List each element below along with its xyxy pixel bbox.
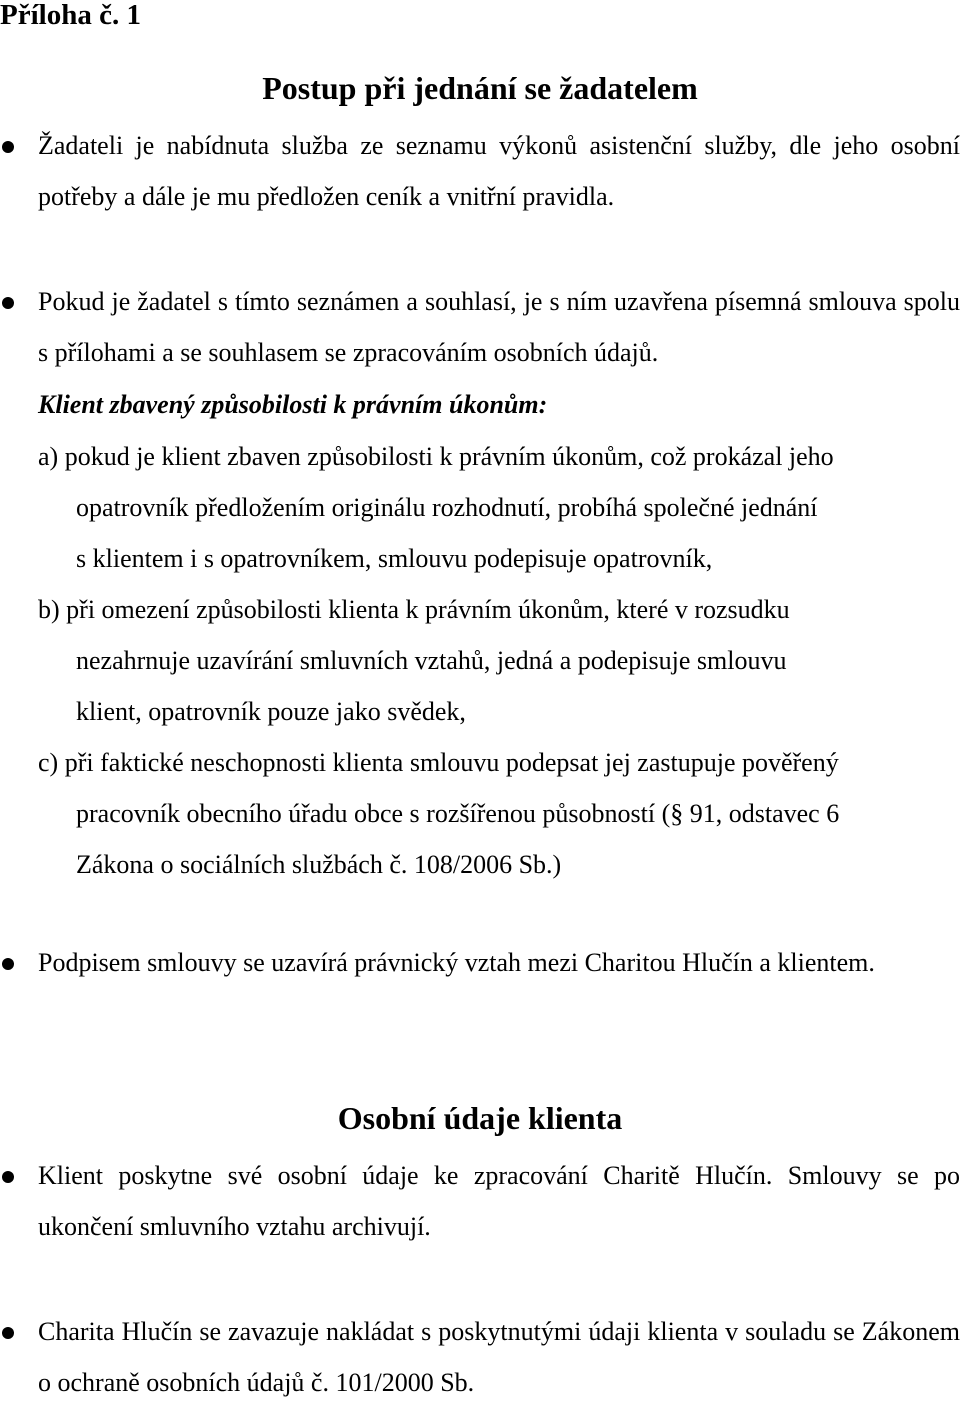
procedure-bullet-contract: Pokud je žadatel s tímto seznámen a souhlasí, je s ním uzavřena písemná smlouva spolu s přílohami a se souhlasem se zpracováním osobních údajů. — [38, 287, 960, 367]
bullet-icon — [2, 297, 14, 309]
incapacity-item-a-line3: s klientem i s opatrovníkem, smlouvu podepisuje opatrovník, — [76, 544, 713, 573]
procedure-bullet-signature: Podpisem smlouvy se uzavírá právnický vztah mezi Charitou Hlučín a klientem. — [38, 948, 875, 977]
incapacity-item-b-line2: nezahrnuje uzavírání smluvních vztahů, jedná a podepisuje smlouvu — [76, 646, 787, 675]
incapacity-item-c-line3: Zákona o sociálních službách č. 108/2006 Sb.) — [76, 850, 562, 879]
procedure-bullet-offer: Žadateli je nabídnuta služba ze seznamu výkonů asistenční služby, dle jeho osobní potřeby a dále je mu předložen ceník a vnitřní pravidla. — [38, 131, 960, 211]
bullet-icon — [2, 141, 14, 153]
section-heading-procedure: Postup při jednání se žadatelem — [262, 70, 698, 106]
incapacity-item-b-line3: klient, opatrovník pouze jako svědek, — [76, 697, 466, 726]
incapacity-item-a-line2: opatrovník předložením originálu rozhodnutí, probíhá společné jednání — [76, 493, 818, 522]
annex-label: Příloha č. 1 — [0, 0, 141, 31]
incapacity-item-a-line1: a) pokud je klient zbaven způsobilosti k právním úkonům, což prokázal jeho — [38, 442, 834, 471]
personal-data-bullet-processing: Klient poskytne své osobní údaje ke zpracování Charitě Hlučín. Smlouvy se po ukončení smluvního vztahu archivují. — [38, 1161, 960, 1241]
incapacity-heading: Klient zbavený způsobilosti k právním úkonům: — [38, 390, 548, 419]
section-heading-personal-data: Osobní údaje klienta — [337, 1100, 623, 1136]
bullet-icon — [2, 1171, 14, 1183]
personal-data-bullet-protection: Charita Hlučín se zavazuje nakládat s poskytnutými údaji klienta v souladu se Zákonem o ochraně osobních údajů č. 101/2000 Sb. — [38, 1317, 960, 1397]
incapacity-item-c-line2: pracovník obecního úřadu obce s rozšířenou působností (§ 91, odstavec 6 — [76, 799, 840, 828]
incapacity-item-b-line1: b) při omezení způsobilosti klienta k právním úkonům, které v rozsudku — [38, 595, 790, 624]
bullet-icon — [2, 1327, 14, 1339]
bullet-icon — [2, 958, 14, 970]
incapacity-item-c-line1: c) při faktické neschopnosti klienta smlouvu podepsat jej zastupuje pověřený — [38, 748, 839, 777]
